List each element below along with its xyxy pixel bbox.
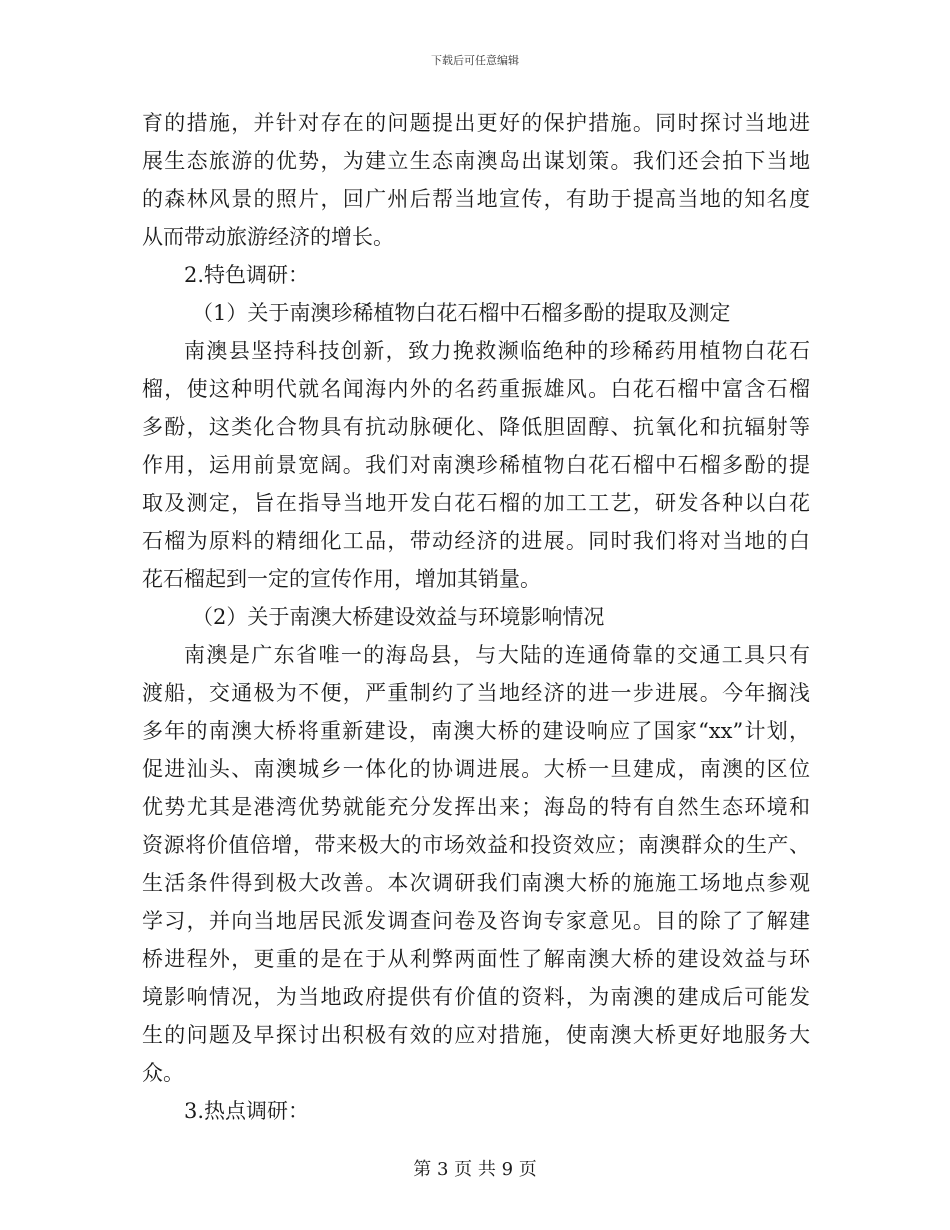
paragraph-line: 生活条件得到极大改善。本次调研我们南澳大桥的施施工场地点参观 bbox=[142, 871, 810, 895]
paragraph-line: 取及测定，旨在指导当地开发白花石榴的加工工艺，研发各种以白花 bbox=[142, 491, 810, 515]
paragraph-line: 作用，运用前景宽阔。我们对南澳珍稀植物白花石榴中石榴多酚的提 bbox=[142, 453, 810, 477]
paragraph-line: 花石榴起到一定的宣传作用，增加其销量。 bbox=[142, 567, 541, 591]
paragraph-line: 南澳县坚持科技创新，致力挽救濒临绝种的珍稀药用植物白花石 bbox=[184, 339, 810, 363]
paragraph-line: 资源将价值倍增，带来极大的市场效益和投资效应；南澳群众的生产、 bbox=[142, 833, 810, 857]
paragraph-line: 促进汕头、南澳城乡一体化的协调进展。大桥一旦建成，南澳的区位 bbox=[142, 757, 810, 781]
subsection-heading: （2）关于南澳大桥建设效益与环境影响情况 bbox=[192, 605, 605, 629]
subsection-heading: （1）关于南澳珍稀植物白花石榴中石榴多酚的提取及测定 bbox=[192, 301, 731, 325]
paragraph-line: 多年的南澳大桥将重新建设，南澳大桥的建设响应了国家“xx”计划， bbox=[142, 719, 810, 743]
paragraph-line: 桥进程外，更重的是在于从利弊两面性了解南澳大桥的建设效益与环 bbox=[142, 947, 810, 971]
paragraph-line: 展生态旅游的优势，为建立生态南澳岛出谋划策。我们还会拍下当地 bbox=[142, 149, 810, 173]
page-header-note: 下载后可任意编辑 bbox=[431, 54, 519, 67]
paragraph-line: 榴，使这种明代就名闻海内外的名药重振雄风。白花石榴中富含石榴 bbox=[142, 377, 810, 401]
paragraph-line: 从而带动旅游经济的增长。 bbox=[142, 225, 394, 249]
paragraph-line: 优势尤其是港湾优势就能充分发挥出来；海岛的特有自然生态环境和 bbox=[142, 795, 810, 819]
paragraph-line: 渡船，交通极为不便，严重制约了当地经济的进一步进展。今年搁浅 bbox=[142, 681, 810, 705]
document-body bbox=[142, 104, 810, 1130]
page-number: 第 3 页 共 9 页 bbox=[413, 1159, 537, 1180]
paragraph-line: 境影响情况，为当地政府提供有价值的资料，为南澳的建成后可能发 bbox=[142, 985, 810, 1009]
paragraph-line: 多酚，这类化合物具有抗动脉硬化、降低胆固醇、抗氧化和抗辐射等 bbox=[142, 415, 810, 439]
paragraph-line: 生的问题及早探讨出积极有效的应对措施，使南澳大桥更好地服务大 bbox=[142, 1023, 810, 1047]
paragraph-line: 育的措施，并针对存在的问题提出更好的保护措施。同时探讨当地进 bbox=[142, 111, 810, 135]
paragraph-line: 众。 bbox=[142, 1061, 184, 1085]
paragraph-line: 学习，并向当地居民派发调查问卷及咨询专家意见。目的除了了解建 bbox=[142, 909, 810, 933]
section-heading: 2.特色调研： bbox=[184, 263, 310, 287]
paragraph-line: 南澳是广东省唯一的海岛县，与大陆的连通倚靠的交通工具只有 bbox=[184, 643, 810, 667]
section-heading: 3.热点调研： bbox=[184, 1099, 310, 1123]
paragraph-line: 石榴为原料的精细化工品，带动经济的进展。同时我们将对当地的白 bbox=[142, 529, 810, 553]
paragraph-line: 的森林风景的照片，回广州后帮当地宣传，有助于提高当地的知名度 bbox=[142, 187, 810, 211]
